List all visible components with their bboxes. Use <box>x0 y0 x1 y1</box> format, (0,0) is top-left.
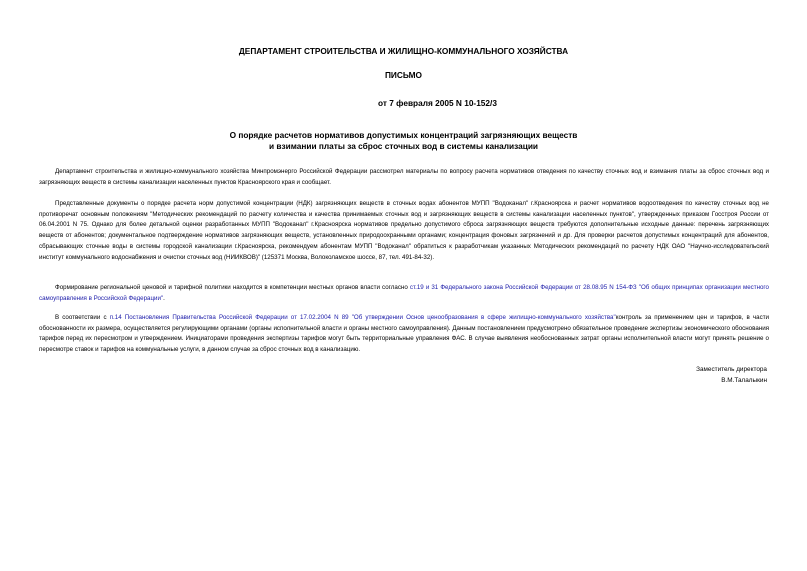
paragraph-tariff-policy-end: . <box>163 294 165 302</box>
paragraph-documents: Представленные документы о порядке расчета норм допустимой концентрации (НДК) загрязняющих веществ в сточных водах абонентов МУПП "Водоканал" г.Красноярска и расчет нормативов водоотведения по качеству сточных вод не противоречат основным положениям "Методических рекомендаций по расчету количества и качества принимаемых сточных вод и загрязняющих веществ в системы канализации населенных пунктов", утвержденных приказом Госстроя России от 06.04.2001 N 75. Однако для более детальной оценки разработанных МУПП "Водоканал" г.Красноярска нормативов предельно допустимого сброса загрязняющих веществ требуются дополнительные исходные данные: перечень загрязняющих веществ от абонентов; документальное подтверждение нормативов загрязняющих веществ, установленных природоохранными органами; концентрация фоновых загрязнений и др. Для проверки расчетов допустимых концентраций для абонентов, сбрасывающих сточные воды в системы городской канализации г.Красноярска, рекомендуем абонентам МУПП "Водоканал" обратиться к разработчикам указанных Методических рекомендаций по расчету НДК ОАО "Научно-исследовательский институт коммунального водоснабжения и очистки сточных вод (НИИКВОВ)" (125371 Москва, Волоколамское шоссе, 87, тел. 491-84-32). <box>39 200 769 261</box>
paragraph-control-start: В соответствии с <box>55 314 110 321</box>
paragraph-control-text: контроль за применением цен и тарифов, в части обоснованности их размера, осуществляется регулирующими органами (органы исполнительной власти и органы местного самоуправления). Данным постановлением предусмотрено обязательное проведение экспертизы экономического обоснования тарифов перед их пересмотром и утверждением. Инициаторами проведения экспертизы тарифов могут быть территориальные управления ФАС. В случае выявления необоснованных затрат органы исполнительной власти могут принять решение о пересмотре ставок и тарифов на коммунальные услуги, в данном случае за сброс сточных вод в канализацию. <box>39 314 770 354</box>
signature-name: В.М.Талалыкин <box>721 377 767 384</box>
subject-line-2: и взимании платы за сброс сточных вод в системы канализации <box>268 141 539 151</box>
government-decree-link[interactable]: п.14 Постановления Правительства Российской Федерации от 17.02.2004 N 89 "Об утверждении Основ ценообразования в сфере жилищно-коммунального хозяйства" <box>109 314 616 321</box>
subject-line-1: О порядке расчетов нормативов допустимых концентраций загрязняющих веществ <box>229 130 578 140</box>
document-subject <box>0 130 807 152</box>
federal-law-link[interactable]: ст.19 и 31 Федерального закона Российской Федерации от 28.08.95 N 154-ФЗ "Об общих принципах организации местного самоуправления в Российской Федерации" <box>39 284 769 302</box>
paragraph-control <box>39 313 769 356</box>
signature-position: Заместитель директора <box>696 366 767 373</box>
paragraph-intro: Департамент строительства и жилищно-коммунального хозяйства Минпромэнерго Российской Федерации рассмотрел материалы по вопросу расчета нормативов отведения по качеству сточных вод и взимания платы за сброс сточных вод и загрязняющих веществ в системы канализации населенных пунктов Красноярского края и сообщает. <box>39 168 769 186</box>
paragraph-tariff-policy <box>39 283 769 304</box>
paragraph-tariff-policy-text: Формирование региональной ценовой и тарифной политики находится в компетенции местных органов власти согласно <box>55 284 410 291</box>
signature-block <box>567 364 767 386</box>
date-number-text: от 7 февраля 2005 N 10-152/3 <box>378 98 497 108</box>
date-number-line <box>0 98 807 108</box>
department-heading: ДЕПАРТАМЕНТ СТРОИТЕЛЬСТВА И ЖИЛИЩНО-КОММУНАЛЬНОГО ХОЗЯЙСТВА <box>238 46 569 56</box>
document-type-title: ПИСЬМО <box>384 70 423 80</box>
